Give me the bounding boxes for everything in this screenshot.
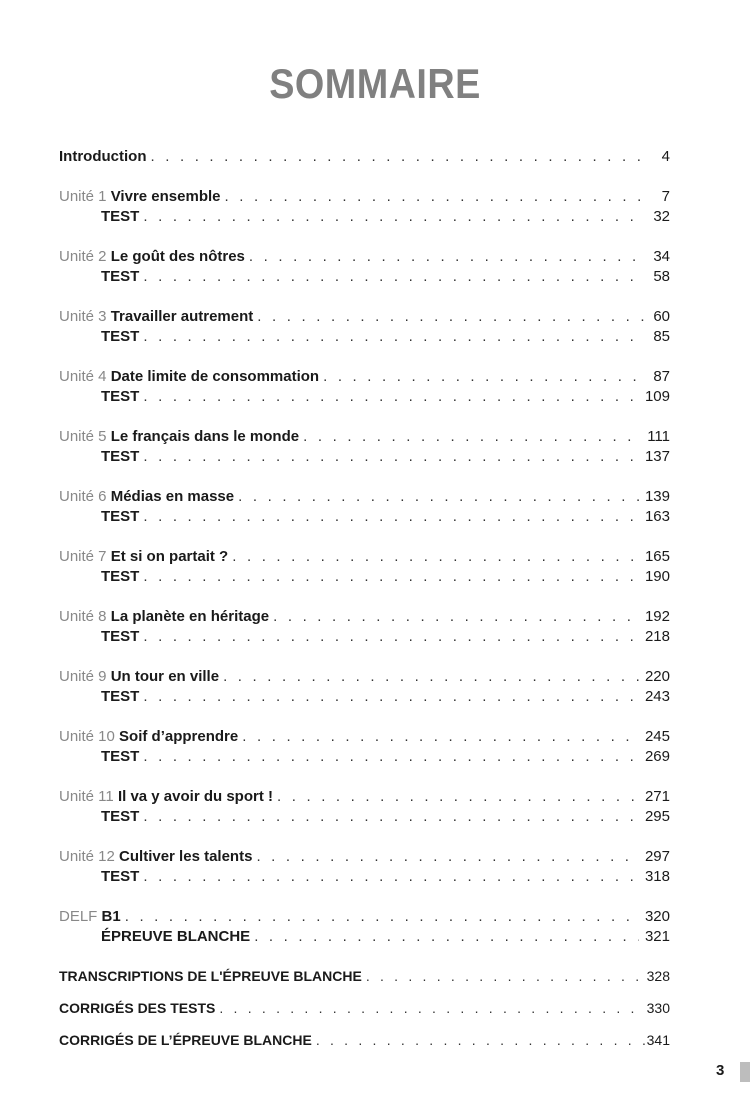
toc-entry-page: 190 [644,568,670,585]
toc-entry-unit-11[interactable] [59,787,670,807]
toc-entry-unit-12[interactable] [59,847,670,867]
dot-leader [223,667,639,687]
toc-entry-page: 245 [644,728,670,745]
toc-entry-unit-3[interactable] [59,307,670,327]
toc-entry-page: 220 [644,668,670,685]
toc-entry-label: Et si on partait ? [110,548,229,565]
toc-entry-label: Travailler autrement [110,308,254,325]
toc-entry-unit-3-test[interactable] [101,327,670,347]
toc-entry-prefix: Unité 6 [59,488,111,505]
toc-entry-label: TEST [101,628,140,645]
toc-entry-label: TEST [101,508,140,525]
dot-leader [232,547,639,567]
toc-entry-transcriptions[interactable] [59,966,670,986]
toc-entry-prefix: Unité 11 [59,788,118,805]
toc-entry-page: 320 [644,908,670,925]
toc-entry-label: Date limite de consommation [110,368,320,385]
toc-entry-label: TEST [101,388,140,405]
toc-entry-page: 58 [653,268,670,285]
toc-entry-label: TEST [101,868,140,885]
toc-entry-label: Un tour en ville [110,668,220,685]
toc-entry-unit-1-test[interactable] [101,207,670,227]
dot-leader [366,966,646,986]
toc-entry-label: Cultiver les talents [119,848,253,865]
toc-entry-page: 295 [644,808,670,825]
dot-leader [316,1030,646,1050]
toc-entry-label: La planète en héritage [110,608,270,625]
toc-entry-unit-8[interactable] [59,607,670,627]
toc-entry-page: 60 [653,308,670,325]
dot-leader [323,367,644,387]
toc-entry-label: Médias en masse [110,488,235,505]
toc-entry-prefix: Unité 1 [59,188,111,205]
toc-entry-unit-6[interactable] [59,487,670,507]
dot-leader [242,727,639,747]
toc-entry-page: 137 [644,448,670,465]
dot-leader [249,247,644,267]
dot-leader [143,807,639,827]
toc-entry-label: Il va y avoir du sport ! [117,788,273,805]
dot-leader [143,387,639,407]
toc-entry-prefix: Unité 9 [59,668,111,685]
toc-entry-page: 328 [646,968,670,984]
toc-entry-unit-7[interactable] [59,547,670,567]
toc-entry-page: 32 [653,208,670,225]
toc-entry-page: 163 [644,508,670,525]
dot-leader [143,327,644,347]
dot-leader [143,267,644,287]
dot-leader [219,998,645,1018]
toc-entry-page: 269 [644,748,670,765]
toc-entry-label: Le français dans le monde [110,428,300,445]
toc-entry-unit-1[interactable] [59,187,670,207]
toc-entry-label: B1 [101,908,121,925]
toc-entry-page: 318 [644,868,670,885]
toc-entry-label: CORRIGÉS DES TESTS [59,1000,216,1016]
toc-entry-label: TEST [101,808,140,825]
dot-leader [143,507,639,527]
toc-entry-label: TEST [101,748,140,765]
dot-leader [225,187,645,207]
dot-leader [238,487,639,507]
toc-entry-label: Le goût des nôtres [110,248,245,265]
dot-leader [273,607,639,627]
toc-entry-unit-11-test[interactable] [101,807,670,827]
toc-entry-label: ÉPREUVE BLANCHE [101,928,251,945]
toc-entry-unit-9[interactable] [59,667,670,687]
toc-entry-label: TEST [101,568,140,585]
dot-leader [143,207,644,227]
toc-entry-label: Introduction [59,148,147,165]
toc-entry-page: 87 [653,368,670,385]
dot-leader [143,747,639,767]
toc-entry-prefix: Unité 7 [59,548,111,565]
toc-entry-page: 7 [661,188,670,205]
toc-entry-prefix: DELF [59,908,102,925]
toc-entry-label: Soif d’apprendre [119,728,239,745]
dot-leader [257,307,644,327]
dot-leader [150,147,644,167]
toc-entry-unit-5-test[interactable] [101,447,670,467]
toc-entry-prefix: Unité 12 [59,848,120,865]
toc-entry-introduction[interactable] [59,147,670,167]
toc-entry-label: TEST [101,268,140,285]
toc-entry-unit-2[interactable] [59,247,670,267]
toc-entry-prefix: Unité 10 [59,728,120,745]
toc-entry-page: 243 [644,688,670,705]
toc-entry-label: CORRIGÉS DE L’ÉPREUVE BLANCHE [59,1032,312,1048]
toc-entry-prefix: Unité 3 [59,308,111,325]
toc-entry-unit-4[interactable] [59,367,670,387]
page-number: 3 [716,1062,725,1079]
toc-entry-corriges-tests[interactable] [59,998,670,1018]
dot-leader [143,447,639,467]
toc-entry-prefix: Unité 4 [59,368,111,385]
toc-entry-page: 4 [661,148,670,165]
toc-entry-prefix: Unité 5 [59,428,111,445]
toc-entry-page: 330 [646,1000,670,1016]
dot-leader [143,567,639,587]
page-tab-marker [740,1062,750,1082]
toc-entry-label: TEST [101,448,140,465]
toc-entry-page: 341 [646,1032,670,1048]
toc-entry-label: TEST [101,328,140,345]
toc-entry-page: 139 [644,488,670,505]
dot-leader [256,847,639,867]
dot-leader [254,927,639,947]
toc-entry-label: TRANSCRIPTIONS DE L'ÉPREUVE BLANCHE [59,968,362,984]
dot-leader [303,427,641,447]
toc-entry-page: 192 [644,608,670,625]
toc-entry-unit-4-test[interactable] [101,387,670,407]
dot-leader [143,687,639,707]
dot-leader [143,627,639,647]
toc-entry-unit-5[interactable] [59,427,670,447]
page-title: SOMMAIRE [269,60,481,107]
toc-entry-page: 297 [644,848,670,865]
toc-entry-unit-12-test[interactable] [101,867,670,887]
toc-entry-page: 165 [644,548,670,565]
toc-entry-unit-9-test[interactable] [101,687,670,707]
toc-entry-page: 109 [644,388,670,405]
toc-entry-prefix: Unité 8 [59,608,111,625]
dot-leader [143,867,639,887]
toc-entry-unit-2-test[interactable] [101,267,670,287]
toc-entry-unit-8-test[interactable] [101,627,670,647]
toc-entry-label: TEST [101,688,140,705]
toc-entry-page: 85 [653,328,670,345]
toc-entry-label: Vivre ensemble [110,188,221,205]
toc-entry-page: 218 [644,628,670,645]
toc-entry-unit-6-test[interactable] [101,507,670,527]
dot-leader [277,787,639,807]
dot-leader [125,907,639,927]
toc-entry-epreuve-blanche[interactable] [101,927,670,947]
toc-entry-delf-b1[interactable] [59,907,670,927]
toc-entry-page: 321 [644,928,670,945]
toc-entry-unit-10[interactable] [59,727,670,747]
toc-entry-unit-10-test[interactable] [101,747,670,767]
toc-entry-label: TEST [101,208,140,225]
toc-entry-prefix: Unité 2 [59,248,111,265]
toc-entry-corriges-epreuve[interactable] [59,1030,670,1050]
toc-entry-page: 34 [653,248,670,265]
toc-entry-page: 271 [644,788,670,805]
toc-entry-unit-7-test[interactable] [101,567,670,587]
toc-entry-page: 111 [647,428,670,445]
